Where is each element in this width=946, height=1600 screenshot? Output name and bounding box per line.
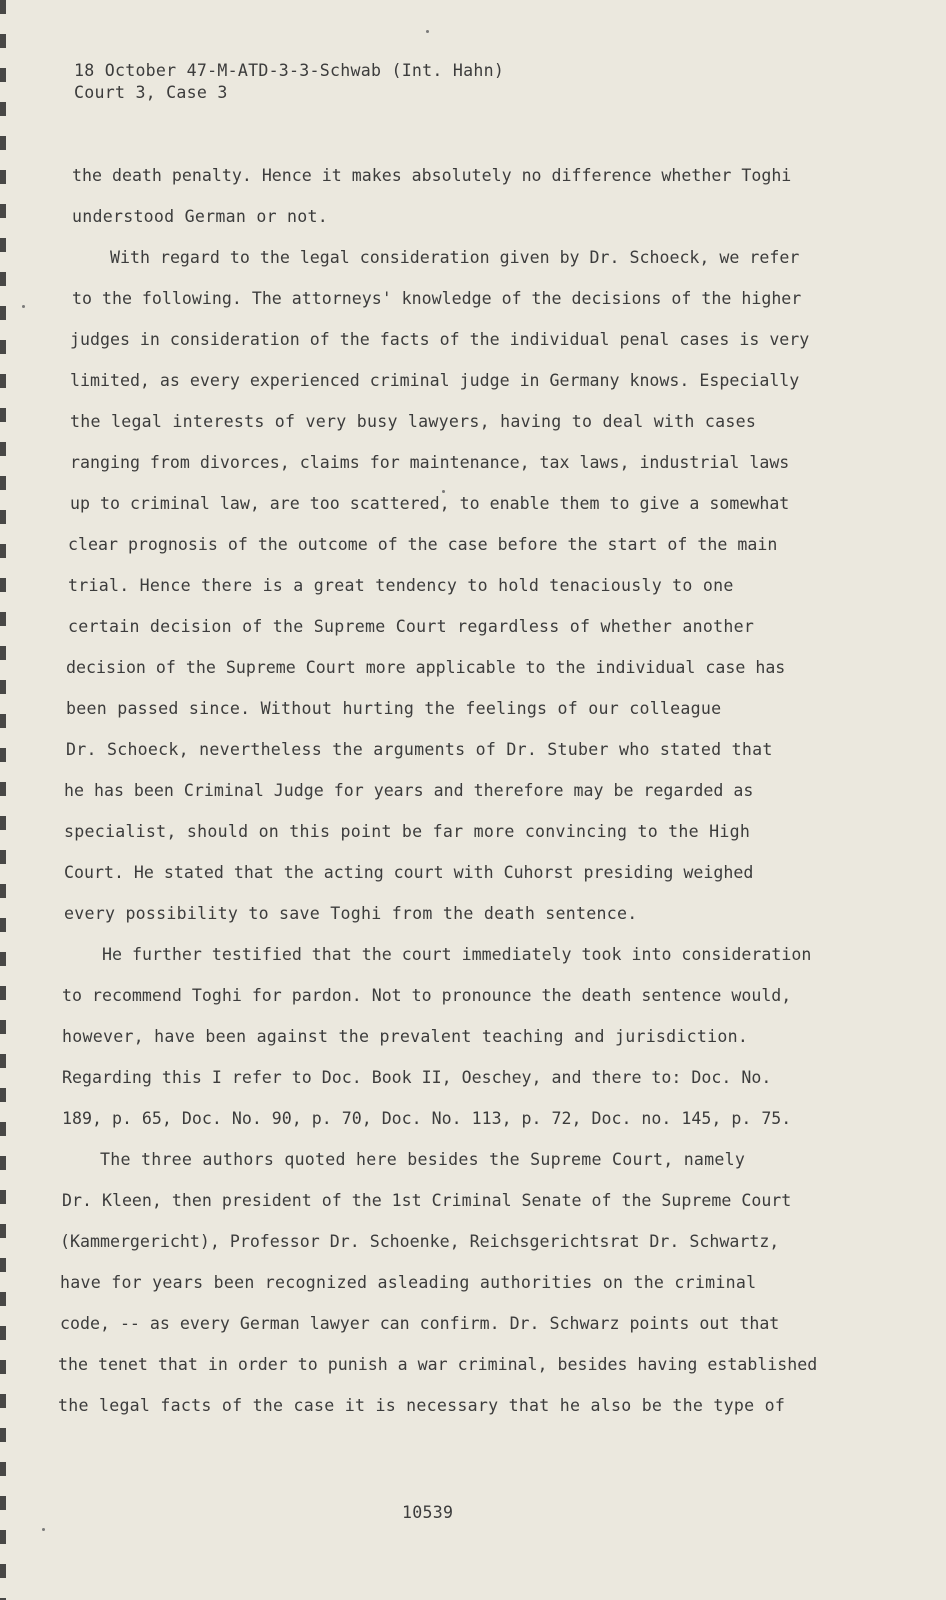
body-line: decision of the Supreme Court more applicable to the individual case has xyxy=(66,658,786,677)
body-line: the legal interests of very busy lawyers, having to deal with cases xyxy=(70,412,757,431)
paper-speck xyxy=(42,1528,45,1531)
header-line-date-reference: 18 October 47-M-ATD-3-3-Schwab (Int. Hahn) xyxy=(74,61,505,80)
paper-speck xyxy=(426,30,429,33)
body-line: code, -- as every German lawyer can confirm. Dr. Schwarz points out that xyxy=(60,1314,780,1333)
body-line: trial. Hence there is a great tendency to hold tenaciously to one xyxy=(68,576,734,595)
header-line-court-case: Court 3, Case 3 xyxy=(74,83,228,102)
body-line: (Kammergericht), Professor Dr. Schoenke, Reichsgerichtsrat Dr. Schwartz, xyxy=(60,1232,780,1251)
body-line: Dr. Schoeck, nevertheless the arguments of Dr. Stuber who stated that xyxy=(66,740,773,759)
body-line: certain decision of the Supreme Court regardless of whether another xyxy=(68,617,755,636)
body-line: ranging from divorces, claims for maintenance, tax laws, industrial laws xyxy=(70,453,790,472)
body-line: the death penalty. Hence it makes absolutely no difference whether Toghi xyxy=(72,166,792,185)
paper-speck xyxy=(442,490,445,493)
body-line: the legal facts of the case it is necessary that he also be the type of xyxy=(58,1396,786,1415)
body-line: understood German or not. xyxy=(72,207,329,226)
body-line: Dr. Kleen, then president of the 1st Criminal Senate of the Supreme Court xyxy=(62,1191,792,1210)
body-line: every possibility to save Toghi from the death sentence. xyxy=(64,904,638,923)
body-line: to the following. The attorneys' knowledge of the decisions of the higher xyxy=(72,289,802,308)
page-number: 10539 xyxy=(402,1503,454,1522)
body-line: to recommend Toghi for pardon. Not to pronounce the death sentence would, xyxy=(62,986,792,1005)
body-line: clear prognosis of the outcome of the case before the start of the main xyxy=(68,535,778,554)
body-line: limited, as every experienced criminal judge in Germany knows. Especially xyxy=(70,371,800,390)
body-line: 189, p. 65, Doc. No. 90, p. 70, Doc. No. 113, p. 72, Doc. no. 145, p. 75. xyxy=(62,1109,792,1128)
body-line: up to criminal law, are too scattered, to enable them to give a somewhat xyxy=(70,494,790,513)
body-line: been passed since. Without hurting the feelings of our colleague xyxy=(66,699,722,718)
body-line: he has been Criminal Judge for years and therefore may be regarded as xyxy=(64,781,754,800)
body-line: With regard to the legal consideration given by Dr. Schoeck, we refer xyxy=(110,248,800,267)
body-line: specialist, should on this point be far more convincing to the High xyxy=(64,822,751,841)
body-line: The three authors quoted here besides the Supreme Court, namely xyxy=(100,1150,746,1169)
body-line: Court. He stated that the acting court with Cuhorst presiding weighed xyxy=(64,863,754,882)
body-line: the tenet that in order to punish a war criminal, besides having established xyxy=(58,1355,818,1374)
body-line: He further testified that the court immediately took into consideration xyxy=(102,945,812,964)
body-line: Regarding this I refer to Doc. Book II, Oeschey, and there to: Doc. No. xyxy=(62,1068,772,1087)
body-line: have for years been recognized asleading authorities on the criminal xyxy=(60,1273,757,1292)
paper-speck xyxy=(22,305,25,308)
body-line: judges in consideration of the facts of the individual penal cases is very xyxy=(70,330,810,349)
body-line: however, have been against the prevalent teaching and jurisdiction. xyxy=(62,1027,749,1046)
